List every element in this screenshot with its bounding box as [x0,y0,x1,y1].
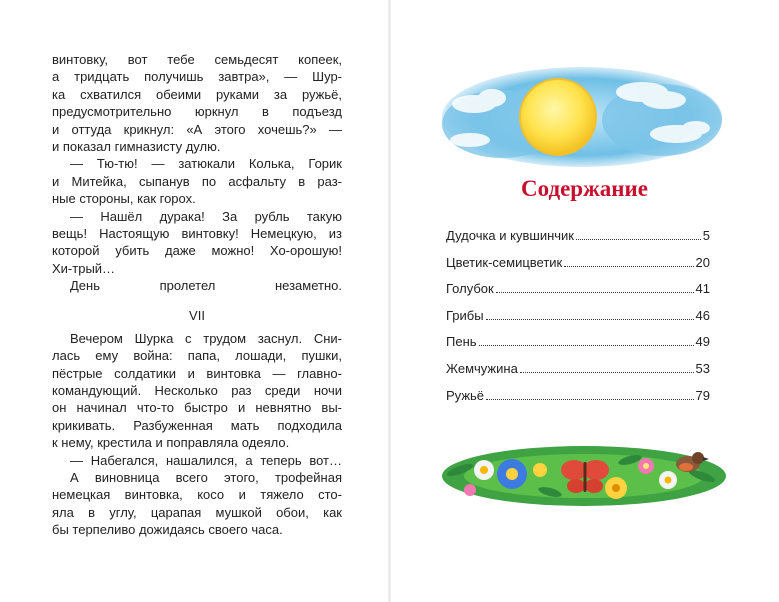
text-line: бы терпеливо дожидаясь своего часа. [52,522,283,538]
text-line: и оттуда крикнул: «А этого хочешь?» — [52,121,342,137]
text-line: вещь! Настоящую винтовку! Немецкую, из [52,225,342,241]
toc-title: Содержание [521,176,648,201]
text-line: Вечером Шурка с трудом заснул. Сни- [70,330,342,346]
toc-leader-dots [486,319,694,320]
text-line: а тридцать получишь завтра», — Шур- [52,69,342,85]
blue-flower-icon [497,459,527,489]
text-line: ные стороны, как горох. [52,191,196,207]
toc-leader-dots [564,266,693,267]
text-line: — Тю-тю! — затюкали Колька, Горик [70,156,342,172]
text-line: Хи-трый… [52,260,116,276]
sun-icon [520,79,596,155]
text-line: и Митейка, сыпанув по асфальту в раз- [52,173,342,189]
toc-entry[interactable] [446,228,710,255]
text-line: командующий. Несколько раз среди ночи [52,383,342,399]
toc-leader-dots [479,345,694,346]
sun-cloud-illustration [442,62,722,170]
text-line: немецкая винтовка, косо и тяжело сто- [52,487,342,503]
butterfly-icon [561,460,609,493]
text-line: ка схватился обеими руками за ружьё, [52,86,342,102]
toc-entry-title: Грибы [446,307,484,323]
text-line: лась ему война: папа, лошади, пушки, [52,348,342,364]
text-line: пёстрые солдатики и винтовка — главно- [52,365,342,381]
toc-entry-page: 79 [695,387,710,403]
text-line: предусмотрительно юркнул в подъезд [52,104,342,120]
toc-entry-page: 41 [695,281,710,297]
story-text [52,51,342,539]
toc-entry[interactable] [446,388,710,415]
toc-entry-title: Цветик-семицветик [446,254,563,270]
text-line: А виновница всего этого, трофейная [70,470,342,485]
toc-entry-title: Жемчужина [446,360,518,376]
text-line: — Набегался, нашалился, а теперь вот… [70,452,342,468]
text-line: крикивать. Разбуженная мать подходила [52,417,342,433]
text-line: он начинал что-то быстро и невнятно вы- [52,400,342,416]
text-line: к нему, крестила и поправляла одеяло. [52,435,290,451]
text-line: яла в углу, царапая мушкой обои, как [52,504,342,520]
text-line: винтовку, вот тебе семьдесят копеек, [52,52,342,67]
toc-entry[interactable] [446,281,710,308]
toc-entry[interactable] [446,308,710,335]
toc-leader-dots [486,399,694,400]
text-line: которой убить даже можно! Хо-орошую! [52,243,342,259]
toc-entry[interactable] [446,334,710,361]
toc-entry-title: Пень [446,334,477,350]
toc-entry-page: 53 [695,360,710,376]
text-line: — Нашёл дурака! За рубль такую [70,208,342,224]
toc-entry-title: Голубок [446,281,494,297]
text-line: и показал гимназисту дулю. [52,138,221,154]
toc-entry-title: Ружьё [446,387,485,403]
toc-entry-page: 5 [702,228,710,243]
right-page [390,0,779,602]
toc-entry-title: Дудочка и кувшинчик [446,228,574,243]
toc-entry-page: 46 [695,307,710,323]
toc-leader-dots [520,372,694,373]
chapter-heading: VII [189,308,205,324]
left-page [0,0,389,602]
toc-entry-page: 49 [695,334,710,350]
toc-entry[interactable] [446,255,710,282]
toc-entry-page: 20 [695,254,710,270]
text-line: День пролетел незаметно. [70,278,342,294]
flower-meadow-illustration [440,440,728,510]
table-of-contents [446,228,710,414]
toc-entry[interactable] [446,361,710,388]
toc-leader-dots [496,292,694,293]
toc-leader-dots [576,239,701,240]
